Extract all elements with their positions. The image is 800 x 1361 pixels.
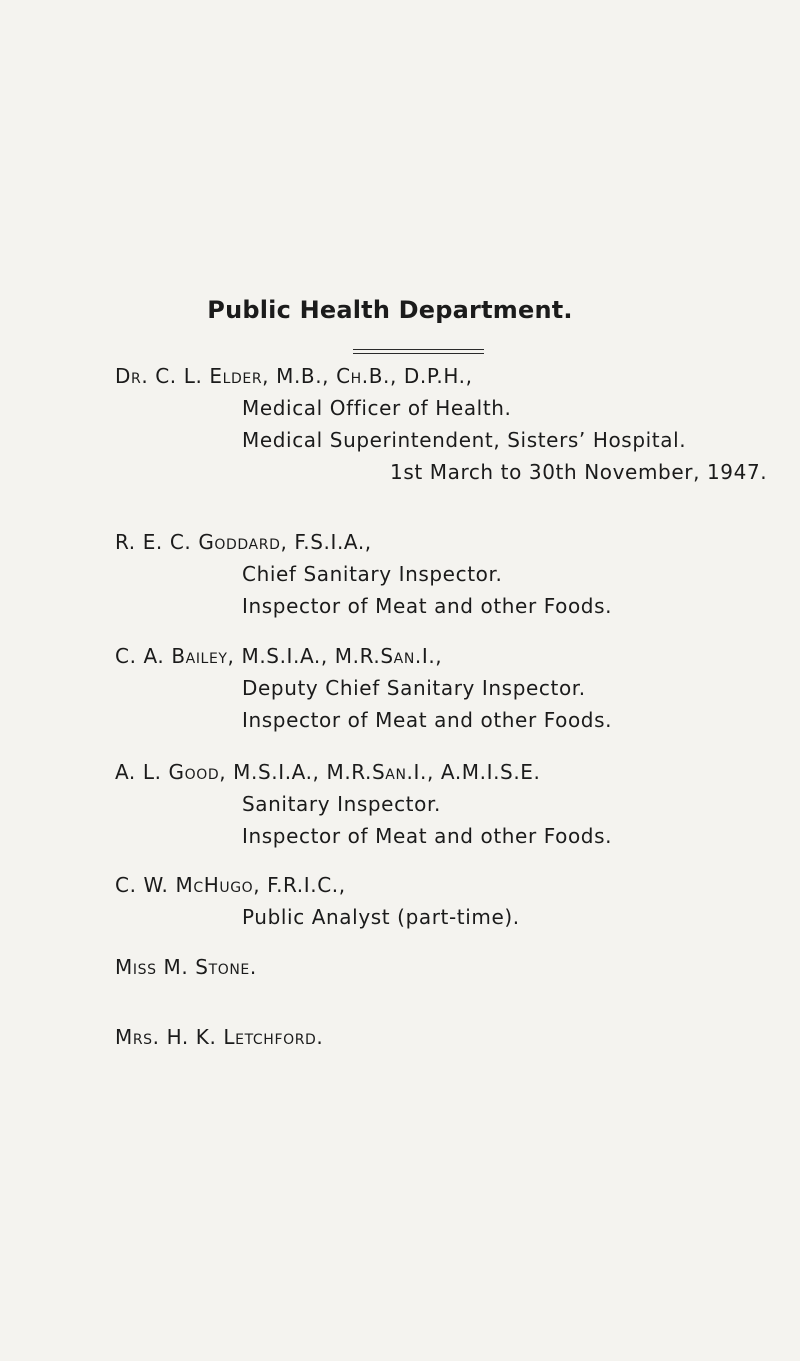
staff-entry-good	[115, 756, 612, 852]
staff-role: Inspector of Meat and other Foods.	[242, 824, 613, 848]
staff-role: Inspector of Meat and other Foods.	[242, 594, 613, 618]
staff-name: C. A. Bailey, M.S.I.A., M.R.San.I.,	[115, 644, 443, 668]
page-title: Public Health Department.	[207, 296, 573, 324]
staff-entry-goddard	[115, 526, 612, 622]
double-rule-bottom	[353, 353, 484, 354]
staff-entry-letchford	[115, 1021, 323, 1053]
staff-entry-bailey	[115, 640, 612, 736]
staff-name: C. W. McHugo, F.R.I.C.,	[115, 873, 346, 897]
staff-role: Deputy Chief Sanitary Inspector.	[242, 676, 586, 700]
staff-name: Dr. C. L. Elder, M.B., Ch.B., D.P.H.,	[115, 364, 473, 388]
staff-role: Medical Superintendent, Sisters’ Hospital.	[242, 428, 687, 452]
staff-name: A. L. Good, M.S.I.A., M.R.San.I., A.M.I.S.E.	[115, 760, 541, 784]
staff-name: R. E. C. Goddard, F.S.I.A.,	[115, 530, 372, 554]
staff-role: Sanitary Inspector.	[242, 792, 441, 816]
staff-role: Public Analyst (part-time).	[242, 905, 520, 929]
staff-entry-stone	[115, 951, 257, 983]
staff-name: Miss M. Stone.	[115, 955, 257, 979]
staff-entry-elder	[115, 360, 767, 488]
staff-name: Mrs. H. K. Letchford.	[115, 1025, 324, 1049]
staff-tenure: 1st March to 30th November, 1947.	[390, 460, 768, 484]
staff-entry-mchugo	[115, 869, 520, 933]
staff-role: Inspector of Meat and other Foods.	[242, 708, 613, 732]
staff-role: Chief Sanitary Inspector.	[242, 562, 503, 586]
double-rule-top	[353, 349, 484, 350]
staff-role: Medical Officer of Health.	[242, 396, 512, 420]
